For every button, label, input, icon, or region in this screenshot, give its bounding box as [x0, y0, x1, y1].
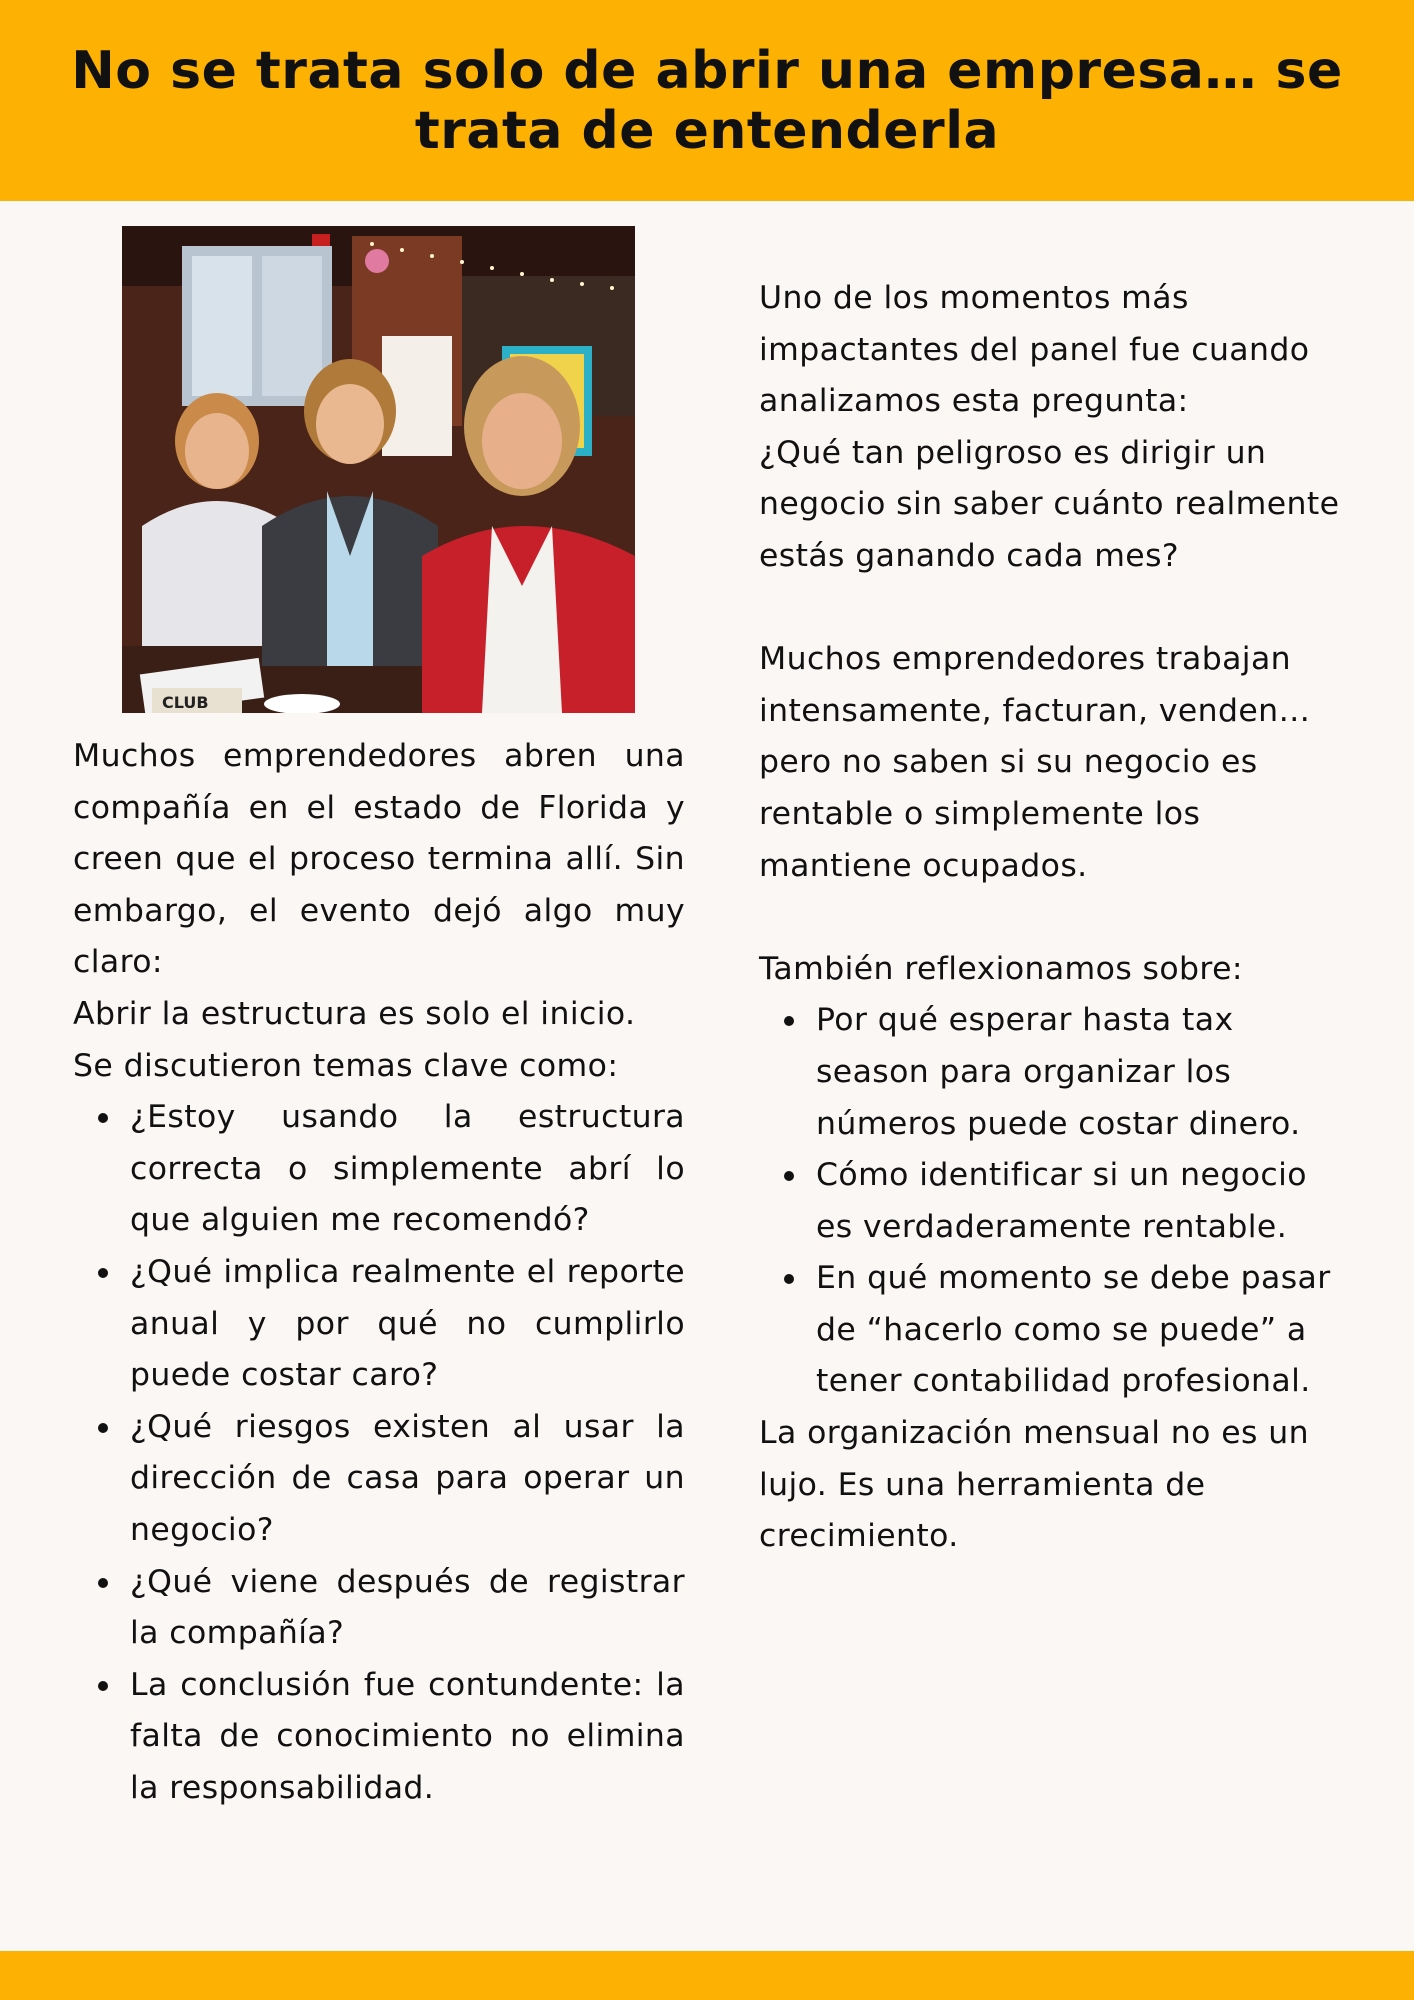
spacer: [759, 892, 1349, 944]
group-photo-icon: [122, 226, 635, 713]
spacer: [759, 583, 1349, 635]
list-item: ¿Qué implica realmente el reporte anual y por qué no cumplirlo puede costar caro?: [130, 1247, 685, 1402]
right-column: [759, 273, 1349, 1563]
page-title: No se trata solo de abrir una empresa… se trata de entenderla: [71, 40, 1343, 161]
group-photo: [122, 226, 635, 713]
right-reflection-intro: También reflexionamos sobre:: [759, 950, 1243, 987]
list-item: ¿Qué viene después de registrar la compañía?: [130, 1557, 685, 1660]
left-topics-intro: Se discutieron temas clave como:: [73, 1047, 619, 1084]
left-column: [73, 731, 685, 1814]
left-bullet-list: [73, 1092, 685, 1814]
list-item: La conclusión fue contundente: la falta de conocimiento no elimina la responsabilidad.: [130, 1660, 685, 1815]
list-item: Por qué esperar hasta tax season para organizar los números puede costar dinero.: [816, 995, 1349, 1150]
list-item: ¿Estoy usando la estructura correcta o simplemente abrí lo que alguien me recomendó?: [130, 1092, 685, 1247]
right-paragraph-1: Uno de los momentos más impactantes del panel fue cuando analizamos esta pregunta:: [759, 280, 1310, 420]
list-item: En qué momento se debe pasar de “hacerlo como se puede” a tener contabilidad profesional.: [816, 1253, 1349, 1408]
right-paragraph-3: Muchos emprendedores trabajan intensamente, facturan, venden… pero no saben si su negocio es rentable o simplemente los mantiene ocupados.: [759, 641, 1311, 884]
list-item: ¿Qué riesgos existen al usar la dirección de casa para operar un negocio?: [130, 1402, 685, 1557]
list-item: Cómo identificar si un negocio es verdaderamente rentable.: [816, 1150, 1349, 1253]
left-statement: Abrir la estructura es solo el inicio.: [73, 995, 636, 1032]
right-closing: La organización mensual no es un lujo. Es una herramienta de crecimiento.: [759, 1415, 1309, 1555]
left-intro: Muchos emprendedores abren una compañía en el estado de Florida y creen que el proceso termina allí. Sin embargo, el evento dejó algo muy claro:: [73, 738, 685, 981]
footer-bar: [0, 1951, 1414, 2000]
right-bullet-list: [759, 995, 1349, 1408]
photo-sign-text: CLUB: [162, 693, 209, 712]
header-banner: [0, 0, 1414, 201]
right-paragraph-2: ¿Qué tan peligroso es dirigir un negocio sin saber cuánto realmente estás ganando cada mes?: [759, 434, 1340, 574]
